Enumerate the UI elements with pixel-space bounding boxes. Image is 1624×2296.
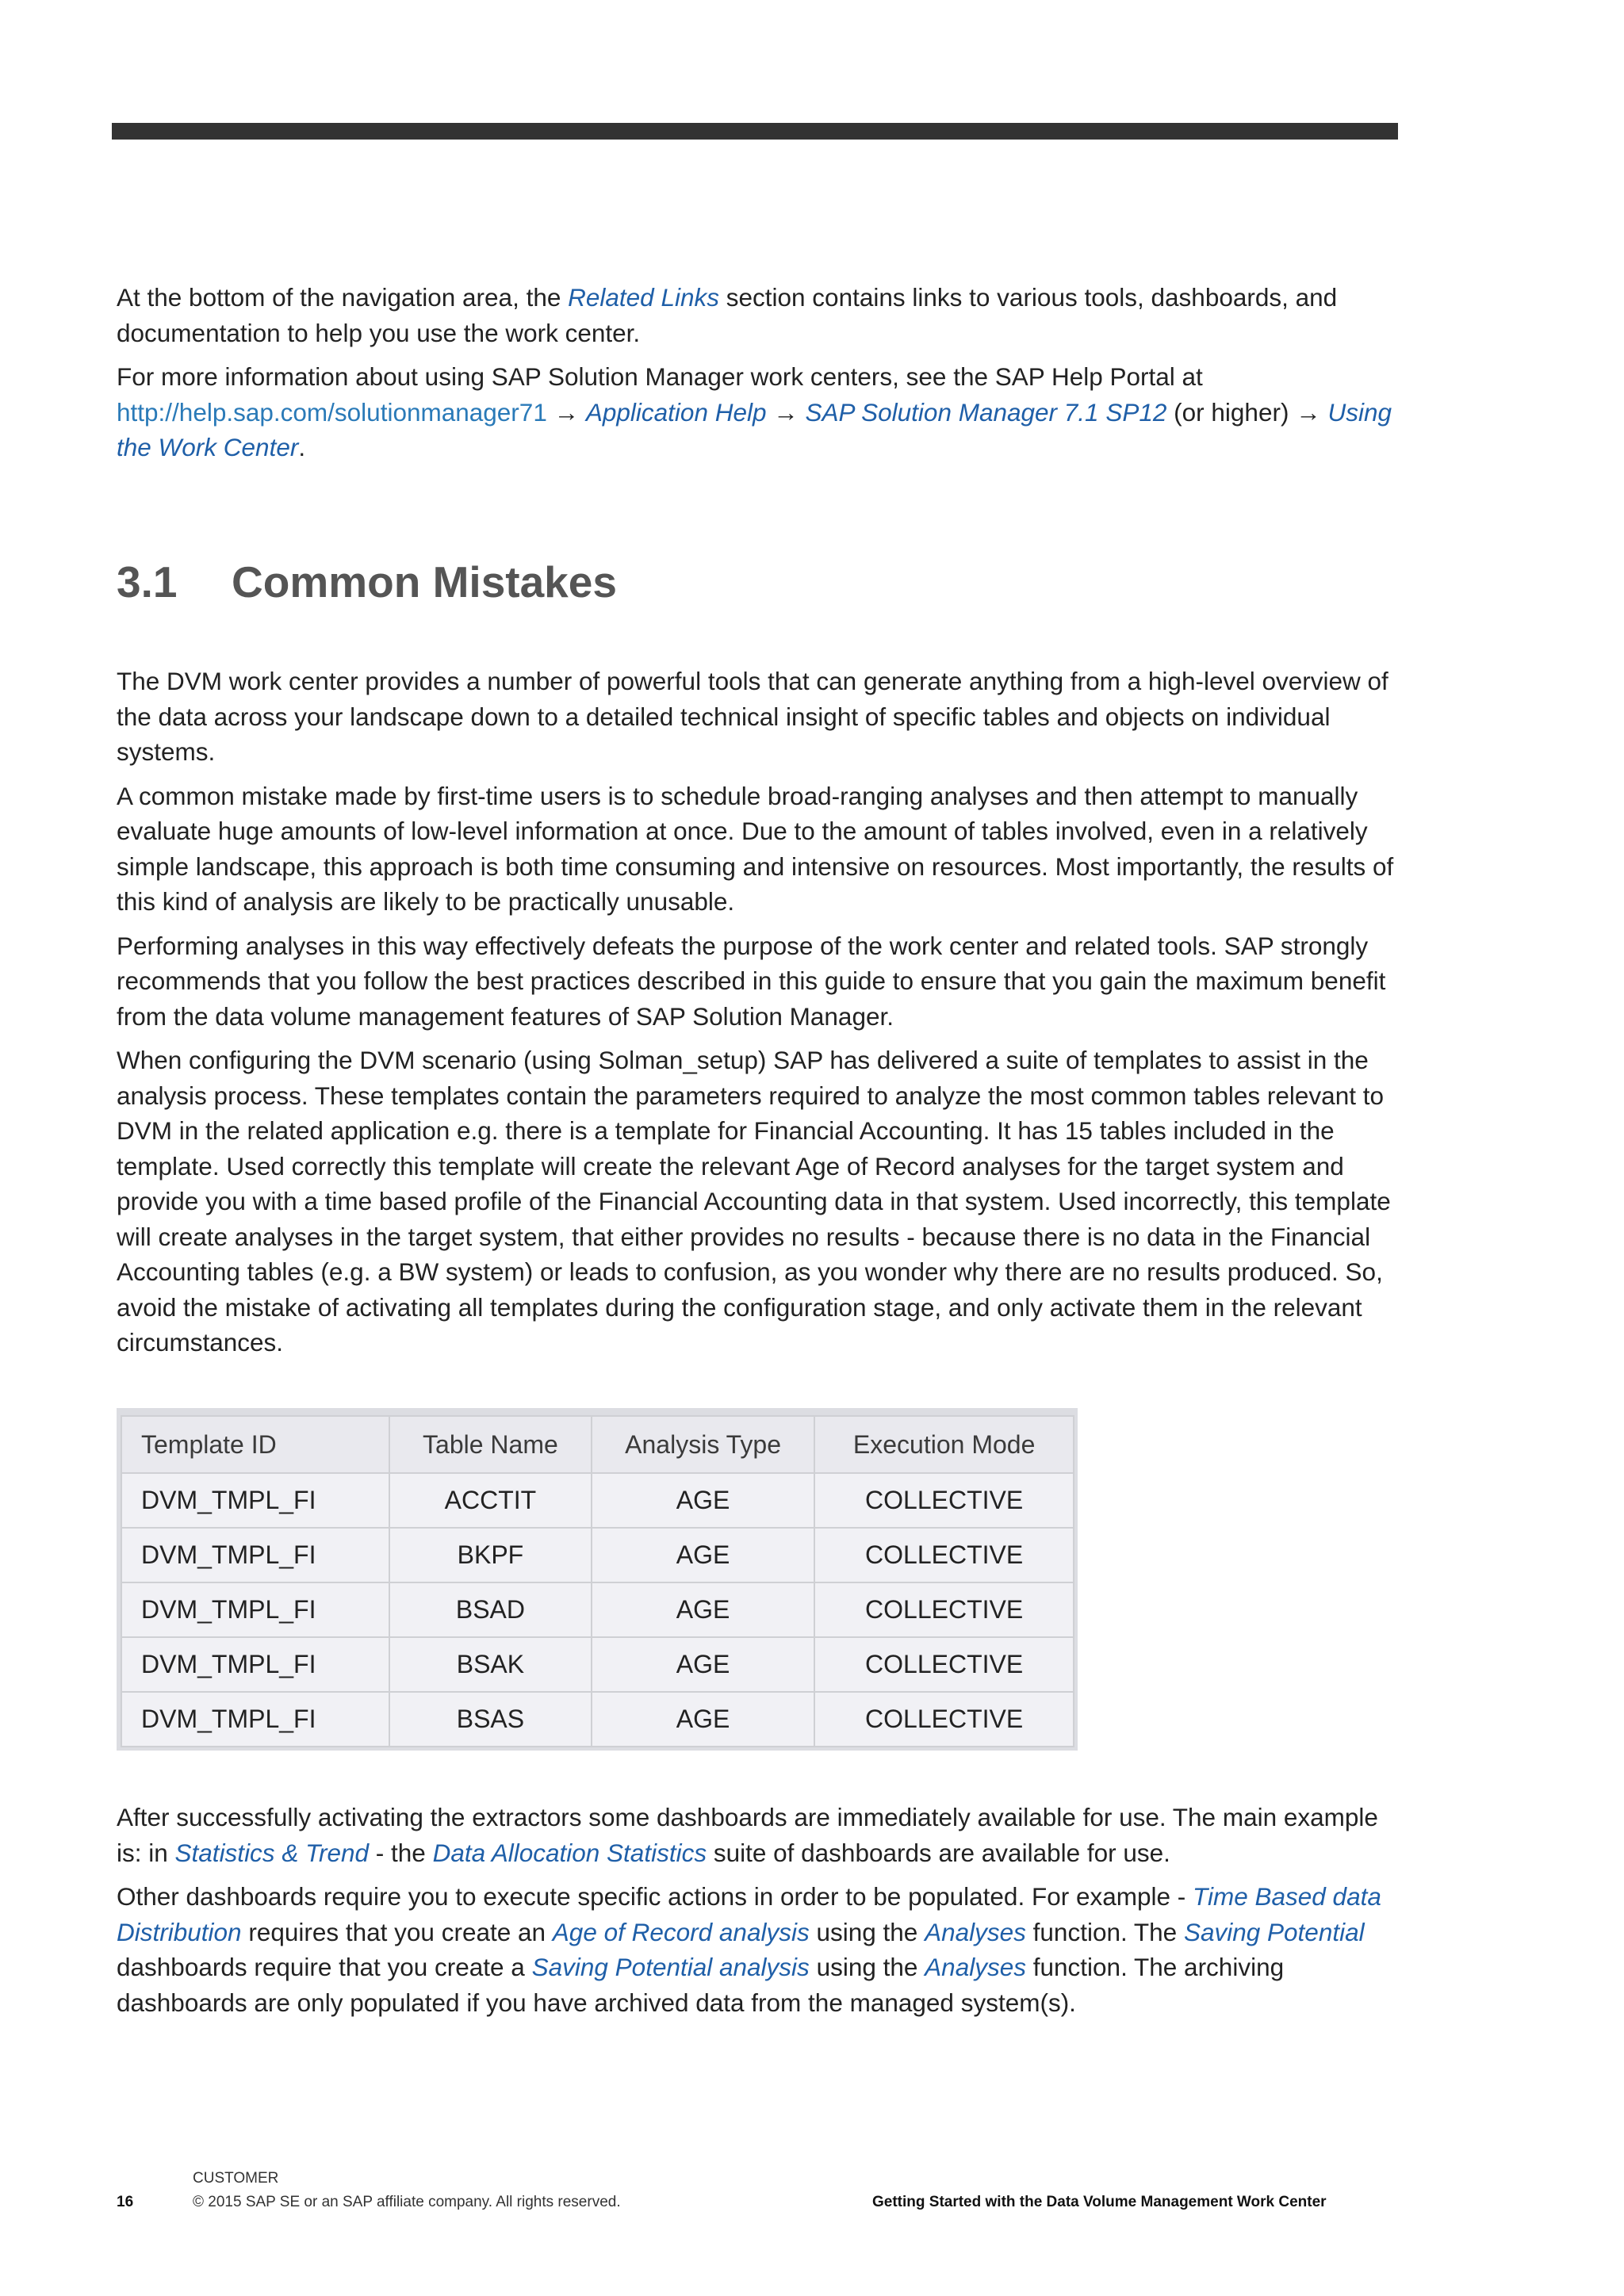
table-cell: AGE: [592, 1692, 814, 1747]
related-links-link[interactable]: Related Links: [568, 283, 719, 312]
table-row: [121, 1528, 1074, 1582]
table-cell: ACCTIT: [389, 1473, 592, 1528]
header-bar: [112, 123, 1398, 140]
table-row: [121, 1692, 1074, 1747]
table-cell: DVM_TMPL_FI: [121, 1528, 389, 1582]
paragraph: When configuring the DVM scenario (using Solman_setup) SAP has delivered a suite of templates to assist in the analysis process. These templates contain the parameters required to analyze the most common tables relevant to DVM in the related application e.g. there is a template for Financial Accounting. It has 15 tables included in the template. Used correctly this template will create the relevant Age of Record analyses for the target system and provide you with a time based profile of the Financial Accounting data in that system. Used incorrectly, this template will create analyses in the target system, that either provides no results - because there is no data in the Financial Accounting tables (e.g. a BW system) or leads to confusion, as you wonder why there are no results produced. So, avoid the mistake of activating all templates during the configuration stage, and only activate them in the relevant circumstances.: [117, 1046, 1391, 1357]
application-help-link[interactable]: Application Help: [585, 397, 767, 427]
table-cell: COLLECTIVE: [814, 1692, 1074, 1747]
table-cell: BKPF: [389, 1528, 592, 1582]
saving-potential-analysis-link[interactable]: Saving Potential analysis: [531, 1953, 810, 1981]
column-header: Analysis Type: [592, 1416, 814, 1473]
table-header-row: [121, 1416, 1074, 1473]
table-cell: BSAK: [389, 1637, 592, 1692]
solman-version-link[interactable]: SAP Solution Manager 7.1 SP12: [805, 397, 1167, 427]
table-cell: DVM_TMPL_FI: [121, 1473, 389, 1528]
analyses-link[interactable]: Analyses: [925, 1917, 1026, 1946]
table-cell: DVM_TMPL_FI: [121, 1582, 389, 1637]
arrow-icon: →: [546, 397, 586, 427]
paragraph: The DVM work center provides a number of powerful tools that can generate anything from a high-level overview of the data across your landscape down to a detailed technical insight of specific tables and objects on individual systems.: [117, 667, 1388, 766]
table-cell: BSAS: [389, 1692, 592, 1747]
after-table-text: [117, 1800, 1395, 2029]
intro-paragraph-1: At the bottom of the navigation area, the Related Links section contains links to various tools, dashboards, and documentation to help you use the work center.: [117, 283, 1338, 347]
section-heading: [117, 557, 617, 607]
table-row: [121, 1582, 1074, 1637]
intro-paragraph-2: For more information about using SAP Solution Manager work centers, see the SAP Help Portal at http://help.sap.com/solutionmanager71 → Application Help → SAP Solution Manager 7.1 SP12 (or higher) → Using the Work Center.: [117, 362, 1392, 461]
table-row: [121, 1637, 1074, 1692]
paragraph: A common mistake made by first-time users is to schedule broad-ranging analyses and then attempt to manually evaluate huge amounts of low-level information at once. Due to the amount of tables involved, even in a relatively simple landscape, this approach is both time consuming and intensive on resources. Most importantly, the results of this kind of analysis are likely to be practically unusable.: [117, 781, 1394, 916]
column-header: Table Name: [389, 1416, 592, 1473]
table-cell: DVM_TMPL_FI: [121, 1692, 389, 1747]
classification-label: CUSTOMER: [193, 2170, 279, 2187]
arrow-icon: →: [766, 397, 806, 427]
template-table: [121, 1415, 1074, 1747]
table-cell: COLLECTIVE: [814, 1528, 1074, 1582]
main-text: [117, 664, 1395, 1369]
age-of-record-link[interactable]: Age of Record analysis: [552, 1917, 810, 1946]
table-cell: COLLECTIVE: [814, 1473, 1074, 1528]
table-cell: BSAD: [389, 1582, 592, 1637]
section-title: Common Mistakes: [232, 557, 617, 607]
table-cell: DVM_TMPL_FI: [121, 1637, 389, 1692]
arrow-icon: →: [1289, 397, 1328, 427]
table-cell: COLLECTIVE: [814, 1637, 1074, 1692]
table-cell: AGE: [592, 1528, 814, 1582]
column-header: Template ID: [121, 1416, 389, 1473]
help-portal-url[interactable]: http://help.sap.com/solutionmanager71: [117, 397, 547, 427]
table-cell: AGE: [592, 1582, 814, 1637]
analyses-link[interactable]: Analyses: [925, 1953, 1026, 1981]
table-row: [121, 1473, 1074, 1528]
paragraph: Other dashboards require you to execute specific actions in order to be populated. For example - Time Based data Distribution requires that you create an Age of Record analysis using the Analyses function. The Saving Potential dashboards require that you create a Saving Potential analysis using the Analyses function. The archiving dashboards are only populated if you have archived data from the managed system(s).: [117, 1882, 1381, 2017]
data-allocation-statistics-link[interactable]: Data Allocation Statistics: [432, 1838, 707, 1867]
page-number: 16: [117, 2194, 134, 2210]
table-cell: COLLECTIVE: [814, 1582, 1074, 1637]
time-based-distribution-link[interactable]: Time Based data Distribution: [117, 1882, 1381, 1946]
template-table-image: [117, 1408, 1078, 1751]
table-cell: AGE: [592, 1637, 814, 1692]
section-number: 3.1: [117, 557, 178, 607]
table-cell: AGE: [592, 1473, 814, 1528]
column-header: Execution Mode: [814, 1416, 1074, 1473]
using-work-center-link[interactable]: Using the Work Center: [117, 397, 1392, 461]
intro-text: [117, 280, 1395, 474]
statistics-trend-link[interactable]: Statistics & Trend: [174, 1838, 370, 1867]
document-title: Getting Started with the Data Volume Management Work Center: [872, 2194, 1327, 2210]
saving-potential-link[interactable]: Saving Potential: [1183, 1917, 1365, 1946]
paragraph: Performing analyses in this way effectively defeats the purpose of the work center and related tools. SAP strongly recommends that you follow the best practices described in this guide to ensure that you gain the maximum benefit from the data volume management features of SAP Solution Manager.: [117, 931, 1386, 1031]
copyright-text: © 2015 SAP SE or an SAP affiliate company. All rights reserved.: [193, 2194, 621, 2210]
paragraph: After successfully activating the extractors some dashboards are immediately available for use. The main example is: in Statistics & Trend - the Data Allocation Statistics suite of dashboards are available for use.: [117, 1803, 1378, 1867]
